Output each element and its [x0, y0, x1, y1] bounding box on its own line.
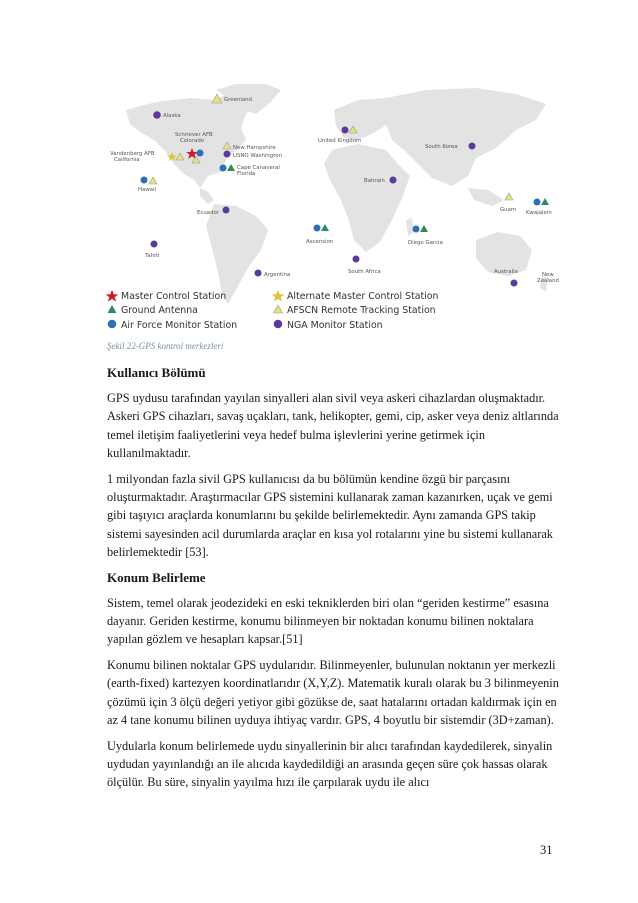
map-label-argentina: Argentina: [264, 272, 291, 278]
map-label-south-africa: South Africa: [348, 269, 381, 275]
legend-air-force-icon: [108, 320, 117, 329]
figure-caption: Şekil 22-GPS kontrol merkezleri: [107, 341, 224, 351]
map-label-bahrain: Bahrain: [364, 178, 385, 184]
world-map: [96, 80, 570, 342]
air-force-marker: [197, 150, 204, 157]
afscn-marker: [149, 177, 157, 184]
nga-marker: [223, 207, 230, 214]
nga-marker: [342, 127, 349, 134]
air-force-marker: [534, 199, 541, 206]
nga-marker: [469, 143, 476, 150]
paragraph: Sistem, temel olarak jeodezideki en eski tekniklerden biri olan “geriden kestirme” esasına dayanır. Geriden kestirme, konumu bilinmeyen bir noktadan konumu bilinen noktalara yapılan gözlem ve hesapları kapsar.[51]: [107, 595, 549, 647]
legend-alternate-master-icon: [272, 290, 285, 302]
legend-nga-icon: [274, 320, 283, 329]
map-label-new-hampshire: New Hampshire: [233, 145, 276, 151]
nga-marker: [511, 280, 518, 287]
legend-air-force-monitor: Air Force Monitor Station: [121, 320, 238, 331]
legend-master-control-icon: [106, 290, 119, 302]
paragraph: Uydularla konum belirlemede uydu sinyallerinin bir alıcı tarafından kaydedilerek, sinyalin uydudan yayınlandığı an ile alıcıda kaydedildiği an arasında geçen süre çok hassas olarak ölçülür. Bu süre, sinyalin yayılma hızı ile çarpılarak uydu ile alıcı: [107, 738, 553, 790]
map-label-usno: USNO Washington: [233, 153, 283, 159]
legend-ground-antenna-icon: [108, 305, 117, 313]
ground-antenna-marker: [321, 224, 329, 231]
section-heading-positioning: Konum Belirleme: [107, 569, 206, 585]
map-label-south-korea: South Korea: [425, 144, 458, 150]
map-label-new-zealand: New Zealand: [537, 272, 559, 284]
legend-nga: NGA Monitor Station: [287, 320, 383, 331]
map-label-alaska: Alaska: [163, 113, 181, 119]
map-label-australia: Australia: [494, 269, 518, 275]
legend-master-control: Master Control Station: [121, 291, 227, 302]
paragraph: Konumu bilinen noktalar GPS uydularıdır. Bilinmeyenler, bulunulan noktanın yer merkezli (earth-fixed) kartezyen koordinatlarıdır (X,Y,Z). Matematik kuralı olarak bu 3 bilinmeyenin çözümü için 3 ölçü değeri yetiyor gibi gözükse de, saat hatalarını ortadan kaldırmak için en az 4 tane konumu bilinen uyduya ihtiyaç vardır. GPS, 4 boyutlu bir sistemdir (3D+zaman).: [107, 657, 559, 728]
ground-antenna-marker: [541, 198, 549, 205]
map-label-greenland: Greenland: [224, 97, 252, 103]
map-label-vandenberg: Vandenberg AFB California: [110, 151, 155, 163]
map-label-tahiti: Tahiti: [145, 253, 160, 259]
map-label-united-kingdom: United Kingdom: [318, 138, 362, 144]
nga-marker: [224, 151, 231, 158]
nga-marker: [390, 177, 397, 184]
land-masses: [126, 84, 548, 304]
ground-antenna-marker: [227, 164, 235, 171]
map-label-kwajalein: Kwajalein: [526, 210, 552, 216]
map-label-diego-garcia: Diego Garcia: [408, 240, 443, 246]
map-legend: [106, 290, 439, 331]
air-force-marker: [413, 226, 420, 233]
air-force-marker: [314, 225, 321, 232]
paragraph: GPS uydusu tarafından yayılan sinyalleri alan sivil veya askeri cihazlardan oluşmaktadır. Askeri GPS cihazları, savaş uçakları, tank, helikopter, gemi, cip, asker veya deniz altlarında temel iletişim faaliyetlerini veya hedef bulma işlevlerini yerine getirmek için kullanılmaktadır.: [107, 391, 559, 461]
page-content: [107, 364, 562, 799]
gps-control-map-figure: [96, 80, 570, 342]
air-force-marker: [141, 177, 148, 184]
ground-antenna-marker: [420, 225, 428, 232]
map-label-guam: Guam: [500, 207, 517, 213]
legend-afscn: AFSCN Remote Tracking Station: [287, 305, 436, 316]
map-label-hawaii: Hawaii: [138, 187, 157, 193]
nga-marker: [151, 241, 158, 248]
legend-ground-antenna: Ground Antenna: [121, 305, 198, 316]
map-label-ascension: Ascension: [306, 239, 334, 245]
map-label-schriever: Schriever AFB Colorado: [175, 132, 213, 144]
air-force-marker: [220, 165, 227, 172]
nga-marker: [255, 270, 262, 277]
legend-afscn-icon: [274, 305, 283, 313]
nga-marker: [353, 256, 360, 263]
afscn-marker: [505, 193, 513, 200]
section-heading-user-segment: Kullanıcı Bölümü: [107, 365, 206, 380]
map-label-cape-canaveral: Cape Canaveral Florida: [237, 165, 280, 177]
page-number: 31: [540, 843, 553, 857]
map-label-ecuador: Ecuador: [197, 210, 220, 216]
paragraph: 1 milyondan fazla sivil GPS kullanıcısı da bu bölümün kendine özgü bir parçasını oluşturmaktadır. Araştırmacılar GPS sistemini kullanarak zaman kazanırken, uçak ve gemi gibi taşıyıcı araçlarda konumlarını bu şekilde belirlemektedir. Aynı zamanda GPS takip sistemi sayesinden acil durumlarda araçlar en kısa yol rotalarını yine bu sistemi kullanarak belirlemektedir [53].: [107, 471, 553, 560]
legend-alternate-master: Alternate Master Control Station: [287, 291, 439, 302]
nga-marker: [153, 111, 161, 119]
